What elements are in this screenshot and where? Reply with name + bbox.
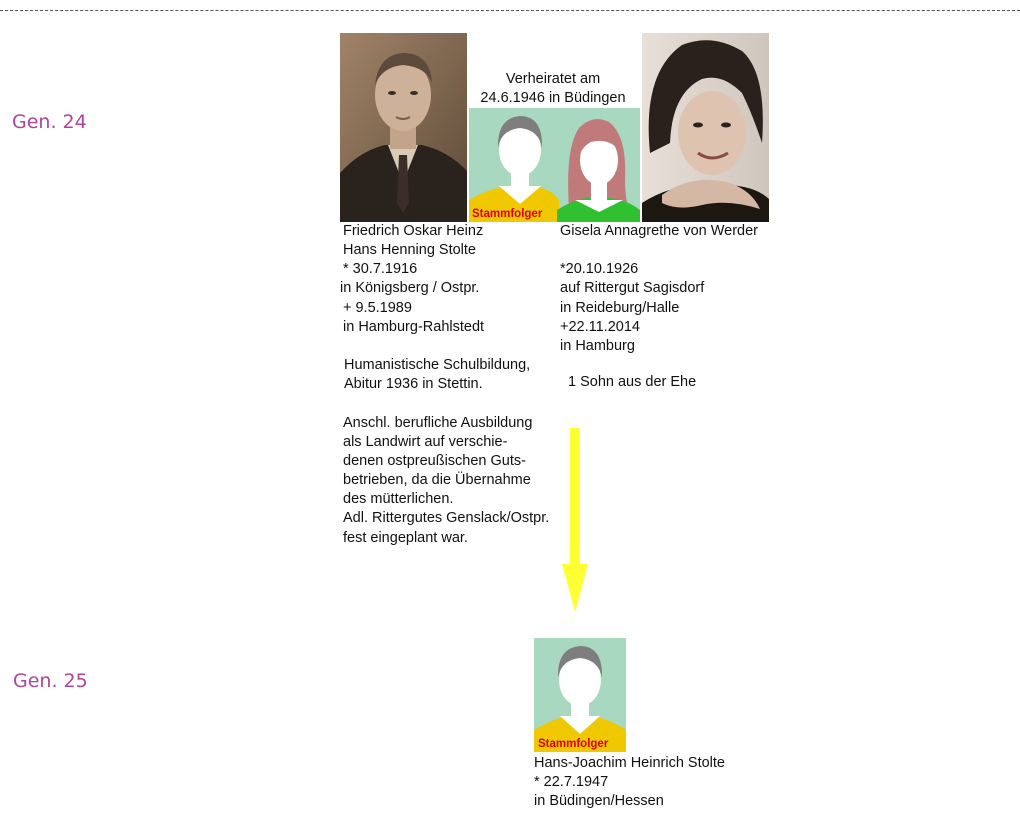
- couple-placeholder-avatars: [469, 108, 640, 222]
- wife-birth-date: *20.10.1926: [560, 261, 639, 277]
- generation-label-24: Gen. 24: [12, 111, 87, 133]
- husband-death-place: in Hamburg-Rahlstedt: [343, 319, 485, 335]
- son-placeholder-avatar: [534, 638, 626, 752]
- wife-birth-place-line1: auf Rittergut Sagisdorf: [560, 280, 705, 296]
- son-stammfolger-label: Stammfolger: [538, 738, 609, 750]
- husband-name-line1: Friedrich Oskar Heinz: [343, 223, 484, 239]
- wife-name: Gisela Annagrethe von Werder: [560, 223, 759, 239]
- husband-bio-line3: Anschl. berufliche Ausbildung: [343, 415, 533, 431]
- husband-name-line2: Hans Henning Stolte: [343, 242, 476, 258]
- wife-birth-place-line2: in Reideburg/Halle: [560, 300, 680, 316]
- husband-bio-line4: als Landwirt auf verschie-: [343, 434, 508, 450]
- descent-arrow-icon: [560, 428, 590, 614]
- marriage-date-line1: Verheiratet am: [505, 71, 601, 87]
- son-name: Hans-Joachim Heinrich Stolte: [534, 755, 725, 771]
- husband-bio-line6: betrieben, da die Übernahme: [343, 472, 531, 488]
- husband-bio-line8: Adl. Rittergutes Genslack/Ostpr.: [343, 510, 550, 526]
- husband-stammfolger-label: Stammfolger: [472, 208, 543, 220]
- dashed-separator: [0, 10, 1020, 11]
- husband-birth-place: in Königsberg / Ostpr.: [340, 280, 480, 296]
- wife-portrait-photo: [642, 33, 769, 222]
- husband-bio-line5: denen ostpreußischen Guts-: [343, 453, 526, 469]
- son-birth-date: * 22.7.1947: [534, 774, 609, 790]
- husband-bio-line7: des mütterlichen.: [343, 491, 454, 507]
- husband-bio-line1: Humanistische Schulbildung,: [344, 357, 531, 373]
- wife-death-place: in Hamburg: [560, 338, 635, 354]
- husband-bio-line2: Abitur 1936 in Stettin.: [344, 376, 483, 392]
- generation-label-25: Gen. 25: [13, 670, 88, 692]
- husband-death-date: + 9.5.1989: [343, 300, 412, 316]
- marriage-date-line2: 24.6.1946 in Büdingen: [480, 90, 626, 106]
- husband-bio-line9: fest eingeplant war.: [343, 530, 468, 546]
- son-birth-place: in Büdingen/Hessen: [534, 793, 664, 809]
- children-note: 1 Sohn aus der Ehe: [568, 374, 697, 390]
- wife-death-date: +22.11.2014: [560, 319, 640, 335]
- husband-portrait-photo: [340, 33, 467, 222]
- husband-birth-date: * 30.7.1916: [343, 261, 418, 277]
